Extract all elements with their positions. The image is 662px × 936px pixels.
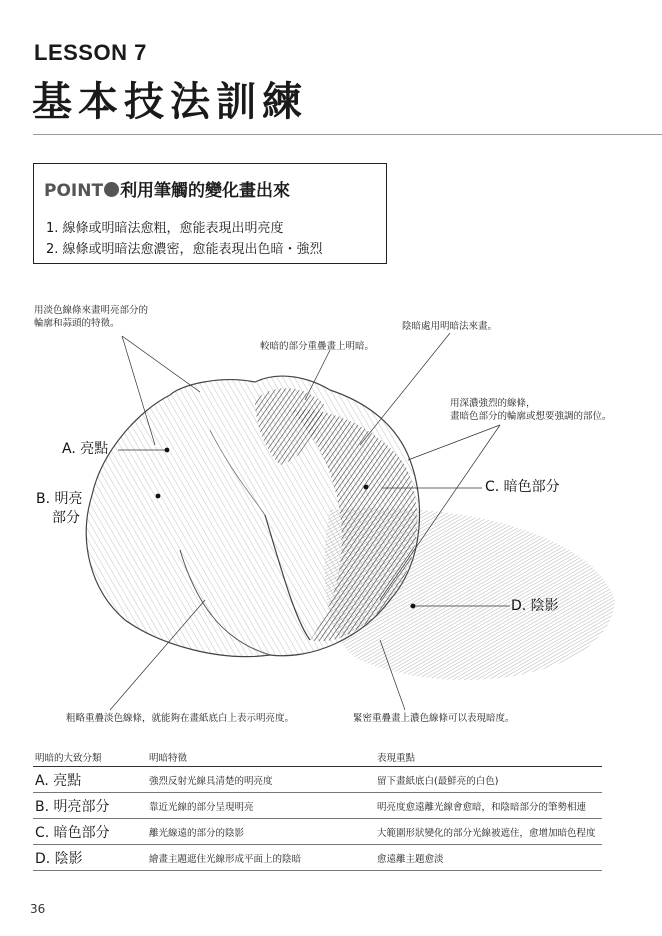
shading-table — [33, 748, 602, 871]
note-rough-overlap: 粗略重疊淡色線條，就能夠在畫紙底白上表示明亮度。 — [66, 713, 295, 724]
table-cell-category: D. 陰影 — [33, 845, 147, 871]
table-header: 表現重點 — [375, 748, 602, 767]
note-overlap-bright: 較暗的部分重疊畫上明暗。 — [260, 341, 375, 352]
note-dark-lines-line-2: 畫暗色部分的輪廓或想要強調的部位。 — [450, 411, 612, 422]
table-row — [33, 767, 602, 793]
note-dense-overlap: 緊密重疊畫上濃色線條可以表現暗度。 — [353, 713, 515, 724]
note-shadow-method: 陰暗處用明暗法來畫。 — [402, 321, 498, 332]
label-bright — [36, 490, 83, 528]
table-header: 明暗特徵 — [147, 748, 375, 767]
table-cell-category: C. 暗色部分 — [33, 819, 147, 845]
label-bright-line-2: 部分 — [52, 510, 80, 526]
table-cell-point: 愈遠離主題愈淡 — [375, 845, 602, 871]
bullet-dot-icon — [104, 182, 119, 197]
note-dark-lines-line-1: 用深濃強烈的線條， — [450, 398, 536, 409]
note-light-lines — [34, 304, 148, 330]
point-item-2: 2. 線條或明暗法愈濃密，愈能表現出色暗・強烈 — [46, 242, 323, 257]
garlic-sketch-figure — [30, 300, 635, 730]
point-box — [33, 163, 387, 264]
garlic-sketch-image — [30, 300, 635, 730]
table-cell-category: B. 明亮部分 — [33, 793, 147, 819]
lesson-label: LESSON 7 — [34, 40, 147, 65]
table-header-row — [33, 748, 602, 767]
table-cell-point: 留下畫紙底白(最鮮亮的白色) — [375, 767, 602, 793]
table-row — [33, 793, 602, 819]
label-dark: C. 暗色部分 — [485, 479, 560, 495]
table-cell-point: 大範圍形狀變化的部分光線被遮住，愈增加暗色程度 — [375, 819, 602, 845]
label-bright-line-1: B. 明亮 — [36, 491, 83, 507]
table-cell-category: A. 亮點 — [33, 767, 147, 793]
table-cell-feature: 靠近光線的部分呈現明亮 — [147, 793, 375, 819]
note-light-lines-line-1: 用淡色線條來畫明亮部分的 — [34, 305, 149, 316]
point-word: POINT — [44, 181, 104, 201]
table-cell-feature: 繪畫主題遮住光線形成平面上的陰暗 — [147, 845, 375, 871]
label-highlight: A. 亮點 — [62, 441, 109, 457]
table-cell-feature: 強烈反射光線具清楚的明亮度 — [147, 767, 375, 793]
title-divider — [33, 134, 662, 135]
table-cell-point: 明亮度愈遠離光線會愈暗，和陰暗部分的筆勢相連 — [375, 793, 602, 819]
table-cell-feature: 離光線遠的部分的陰影 — [147, 819, 375, 845]
label-shadow: D. 陰影 — [511, 598, 559, 614]
table-row — [33, 845, 602, 871]
note-light-lines-line-2: 輪廓和蒜頭的特徵。 — [34, 318, 120, 329]
point-item-1: 1. 線條或明暗法愈粗，愈能表現出明亮度 — [46, 221, 284, 236]
page-number: 36 — [30, 902, 46, 916]
table-row — [33, 819, 602, 845]
point-heading-text: 利用筆觸的變化畫出來 — [120, 181, 291, 201]
note-dark-lines — [450, 397, 612, 423]
page-title: 基本技法訓練 — [32, 78, 308, 125]
table-header: 明暗的大致分類 — [33, 748, 147, 767]
point-heading — [44, 176, 290, 201]
